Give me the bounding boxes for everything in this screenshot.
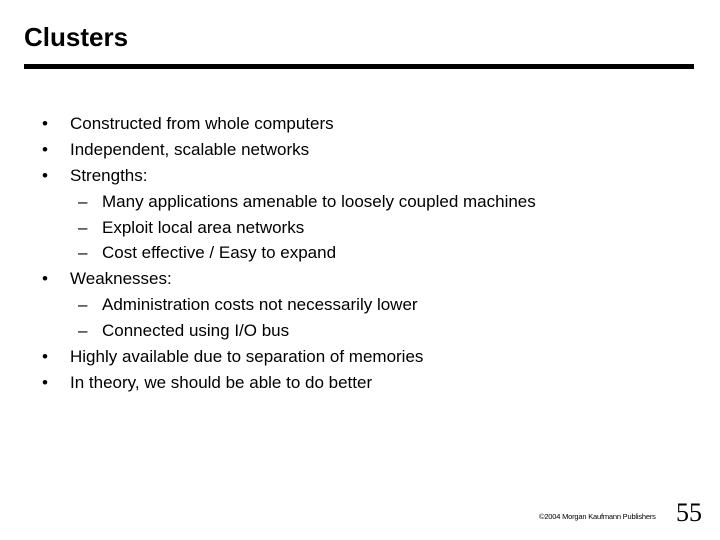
- sub-bullet-item: [0, 215, 720, 241]
- sub-bullet-text: Cost effective / Easy to expand: [102, 243, 337, 263]
- sub-bullet-marker: –: [78, 191, 88, 211]
- sub-bullet-text: Many applications amenable to loosely coupled machines: [102, 191, 536, 211]
- bullet-item: [0, 137, 720, 163]
- bullet-item: [0, 266, 720, 292]
- bullet-text: In theory, we should be able to do better: [70, 372, 373, 392]
- bullet-item: [0, 111, 720, 137]
- copyright-footer: ©2004 Morgan Kaufmann Publishers: [539, 512, 656, 521]
- bullet-marker: •: [42, 372, 48, 392]
- bullet-text: Highly available due to separation of memories: [70, 347, 424, 367]
- bullet-marker: •: [42, 347, 48, 367]
- bullet-list: [0, 111, 720, 396]
- bullet-item: [0, 370, 720, 396]
- sub-bullet-marker: –: [78, 217, 88, 237]
- bullet-text: Weaknesses:: [70, 269, 172, 289]
- sub-bullet-item: [0, 292, 720, 318]
- sub-bullet-marker: –: [78, 295, 88, 315]
- title-divider: [24, 64, 694, 69]
- page-number: 55: [676, 498, 702, 527]
- bullet-text: Independent, scalable networks: [70, 139, 310, 159]
- bullet-item: [0, 163, 720, 189]
- bullet-marker: •: [42, 114, 48, 133]
- sub-bullet-item: [0, 240, 720, 266]
- bullet-text: Strengths:: [70, 165, 148, 185]
- sub-bullet-text: Connected using I/O bus: [102, 321, 290, 341]
- bullet-marker: •: [42, 139, 48, 159]
- sub-bullet-text: Exploit local area networks: [102, 217, 305, 237]
- sub-bullet-marker: –: [78, 243, 88, 263]
- sub-bullet-item: [0, 189, 720, 215]
- sub-bullet-text: Administration costs not necessarily lower: [102, 295, 418, 315]
- bullet-item: [0, 344, 720, 370]
- bullet-text: Constructed from whole computers: [70, 114, 334, 133]
- bullet-marker: •: [42, 269, 48, 289]
- sub-bullet-item: [0, 318, 720, 344]
- bullet-marker: •: [42, 165, 48, 185]
- sub-bullet-marker: –: [78, 321, 88, 341]
- slide-title: Clusters: [24, 22, 129, 52]
